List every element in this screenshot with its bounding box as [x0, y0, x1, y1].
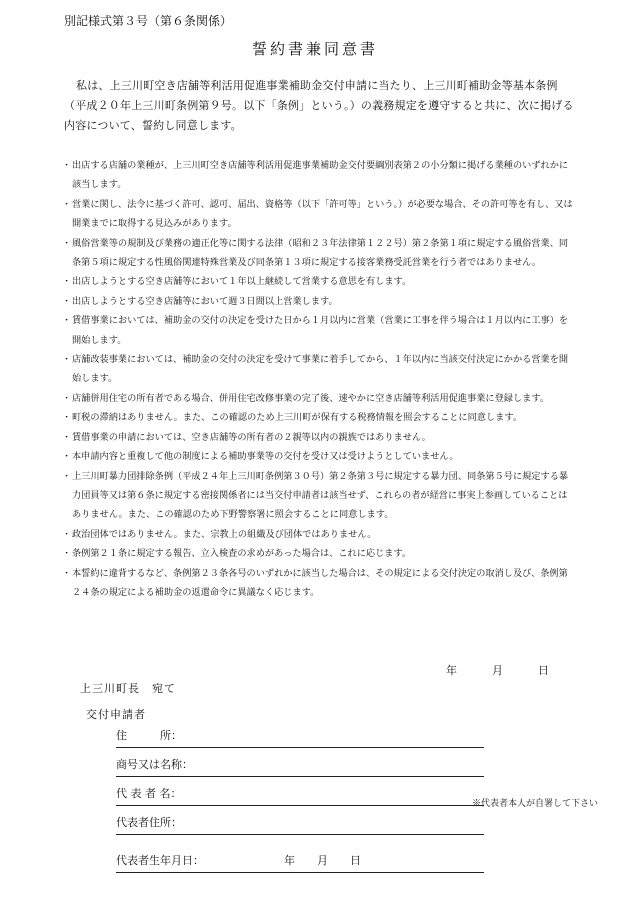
representative-address-field[interactable] — [116, 814, 484, 835]
pledge-item: ・ 営業に関し、法令に基づく許可、認可、届出、資格等（以下「許可等」という。）が必要な場合、その許可等を有し、又は開業までに取得する見込みがあります。 — [62, 195, 574, 234]
representative-address-label: 代表者住所： — [116, 816, 182, 829]
representative-dob-field[interactable] — [116, 852, 484, 873]
pledge-item: ・ 条例第２１条に規定する報告、立入検査の求めがあった場合は、これに応じます。 — [62, 544, 574, 563]
pledge-item: ・ 政治団体ではありません。また、宗教上の組織及び団体ではありません。 — [62, 525, 574, 544]
pledge-item: ・ 店舗改装事業においては、補助金の交付の決定を受けて事業に着手してから、１年以内に当該交付決定にかかる営業を開始します。 — [62, 350, 574, 389]
bullet: ・ — [62, 354, 72, 366]
bullet: ・ — [62, 237, 72, 249]
pledge-item: ・ 賃借事業においては、補助金の交付の決定を受けた日から１月以内に営業（営業に工事を伴う場合は１月以内に工事）を開始します。 — [62, 311, 574, 350]
pledge-item: ・ 上三川町暴力団排除条例（平成２４年上三川町条例第３０号）第２条第３号に規定する暴力団、同条第５号に規定する暴力団員等又は第６条に規定する密接関係者には当交付申請者は該当せず、これらの者が経営に事実上参画していることはありません。また、この確認のため下野警察署に照会することに同意します。 — [62, 467, 574, 525]
bullet: ・ — [62, 470, 72, 482]
bullet: ・ — [62, 528, 72, 540]
addressee: 上三川町長 宛て — [80, 682, 176, 695]
pledge-item: ・ 出店しようとする空き店舗等において１年以上継続して営業する意思を有します。 — [62, 272, 574, 291]
bullet: ・ — [62, 567, 72, 579]
address-field[interactable] — [116, 727, 484, 748]
dob-units: 年 月 日 — [284, 854, 361, 867]
pledge-item: ・ 店舗併用住宅の所有者である場合、併用住宅改修事業の完了後、速やかに空き店舗等利活用促進事業に登録します。 — [62, 389, 574, 408]
bullet: ・ — [62, 431, 72, 443]
pledge-list — [62, 156, 574, 602]
bullet: ・ — [62, 315, 72, 327]
pledge-item: ・ 出店する店舗の業種が、上三川町空き店舗等利活用促進事業補助金交付要綱別表第２の小分類に掲げる業種のいずれかに該当します。 — [62, 156, 574, 195]
bullet: ・ — [62, 276, 72, 288]
page-title: 誓約書兼同意書 — [251, 40, 378, 58]
bullet: ・ — [62, 198, 72, 210]
bullet: ・ — [62, 160, 72, 171]
address-label: 住 所： — [116, 729, 182, 742]
bullet: ・ — [62, 548, 72, 560]
bullet: ・ — [62, 451, 72, 463]
representative-name-label: 代 表 者 名： — [116, 787, 182, 800]
bullet: ・ — [62, 412, 72, 424]
applicant-heading: 交付申請者 — [86, 708, 146, 721]
date-line — [446, 662, 549, 678]
pledge-item: ・ 町税の滞納はありません。また、この確認のため上三川町が保有する税務情報を照会することに同意します。 — [62, 408, 574, 427]
form-number: 別記様式第３号（第６条関係） — [64, 14, 233, 28]
representative-name-field[interactable] — [116, 785, 484, 806]
pledge-item: ・ 本申請内容と重複して他の制度による補助事業等の交付を受け又は受けようとしていません。 — [62, 447, 574, 466]
month-label: 月 — [492, 664, 503, 677]
bullet: ・ — [62, 392, 72, 404]
pledge-item: ・ 風俗営業等の規制及び業務の適正化等に関する法律（昭和２３年法律第１２２号）第２条第１項に規定する風俗営業、同条第５項に規定する性風俗関連特殊営業及び同条第１３項に規定する接客業務受託営業を行う者ではありません。 — [62, 234, 574, 273]
intro-paragraph: 私は、上三川町空き店舗等利活用促進事業補助金交付申請に当たり、上三川町補助金等基本条例（平成２０年上三川町条例第９号。以下「条例」という。）の義務規定を遵守すると共に、次に掲げる内容について、誓約し同意します。 — [64, 79, 574, 132]
bullet: ・ — [62, 295, 72, 307]
business-name-label: 商号又は名称： — [116, 758, 193, 771]
pledge-item: ・ 出店しようとする空き店舗等において週３日間以上営業します。 — [62, 292, 574, 311]
signature-note: ※代表者本人が自署して下さい — [472, 799, 599, 809]
pledge-item: ・ 本誓約に違背するなど、条例第２３条各号のいずれかに該当した場合は、その規定による交付決定の取消し及び、条例第２４条の規定による補助金の返還命令に異議なく応じます。 — [62, 564, 574, 603]
year-label: 年 — [446, 664, 457, 677]
day-label: 日 — [538, 664, 549, 677]
pledge-item: ・ 賃借事業の申請においては、空き店舗等の所有者の２親等以内の親族ではありません。 — [62, 428, 574, 447]
representative-dob-label: 代表者生年月日： — [116, 854, 204, 867]
business-name-field[interactable] — [116, 756, 484, 777]
